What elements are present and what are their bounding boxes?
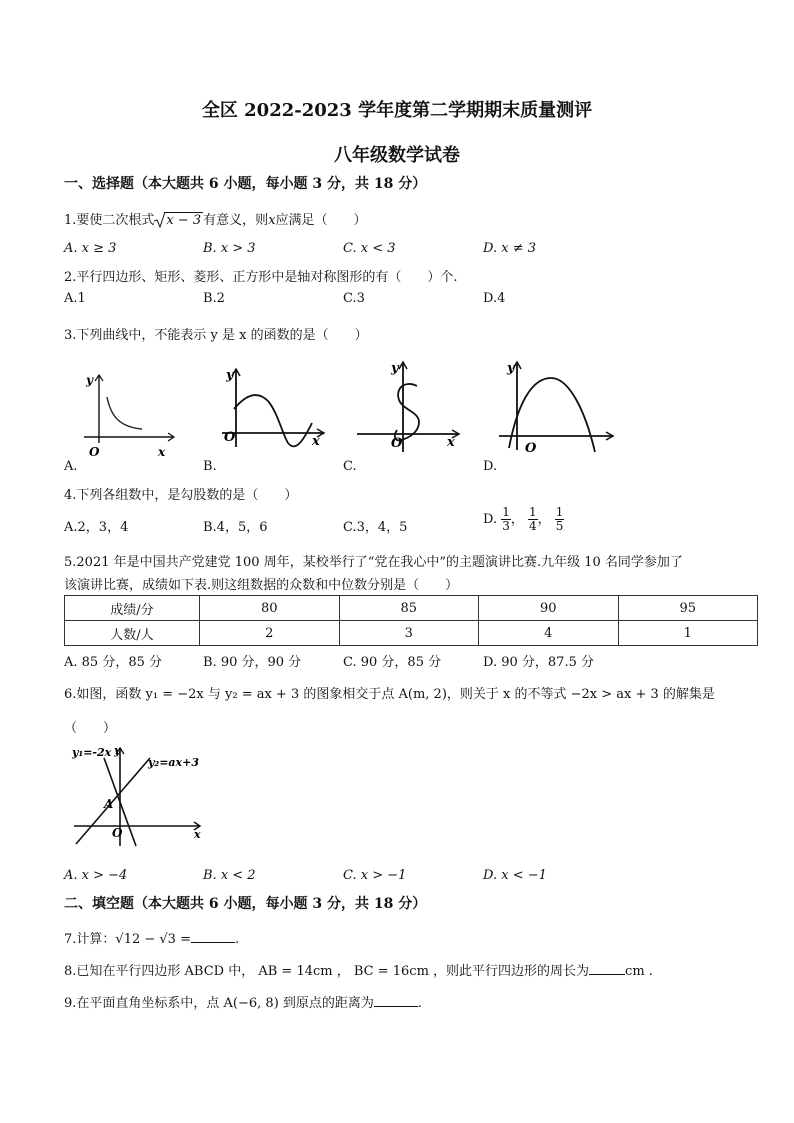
denominator: 3 <box>502 519 510 533</box>
q1-prefix: 1.要使二次根式 <box>64 213 155 228</box>
q3-graph-b <box>218 363 330 455</box>
origin-label: O <box>112 826 123 840</box>
q8-text: 8.已知在平行四边形 ABCD 中， AB = 14cm ， BC = 16cm ，则此平行四边形的周长为 <box>64 964 590 979</box>
q1-suffix: 有意义，则 <box>203 213 269 228</box>
q3-graph-c <box>355 356 467 456</box>
curve <box>234 395 312 446</box>
origin-label: O <box>525 441 537 456</box>
q1-var: x <box>268 213 276 228</box>
y-label: y <box>86 373 93 387</box>
table-cell: 85 <box>339 596 479 621</box>
q3-option-a[interactable]: A. <box>64 459 78 474</box>
q7-expression: √12 − √3 = <box>115 932 191 947</box>
q7-end: . <box>234 932 240 947</box>
q2-option-d[interactable]: D.4 <box>483 291 506 306</box>
q5-option-d[interactable]: D. 90 分，87.5 分 <box>483 655 594 670</box>
numerator: 1 <box>502 505 510 519</box>
sqrt-icon <box>154 211 166 229</box>
y1-label: y₁=-2x <box>72 746 112 759</box>
q7-prefix: 7.计算： <box>64 932 116 947</box>
q4-option-a[interactable]: A.2，3，4 <box>64 520 129 535</box>
q1-radicand: x − 3 <box>166 213 202 228</box>
table-cell: 1 <box>618 621 758 646</box>
q9-text: 9.在平面直角坐标系中，点 A(−6, 8) 到原点的距离为 <box>64 996 374 1011</box>
question-6-paren: （ ） <box>64 721 117 736</box>
q1-radical <box>154 213 203 228</box>
curve <box>395 384 419 440</box>
denominator: 5 <box>555 519 564 533</box>
table-cell: 4 <box>479 621 619 646</box>
answer-blank[interactable] <box>589 974 625 975</box>
q3-graph-d <box>495 356 619 456</box>
question-3: 3.下列曲线中，不能表示 y 是 x 的函数的是（ ） <box>64 328 368 343</box>
answer-blank[interactable] <box>191 942 235 943</box>
q1-option-d[interactable]: D. x ≠ 3 <box>483 241 536 256</box>
y-label: y <box>114 744 121 757</box>
q6-option-a[interactable]: A. x > −4 <box>64 868 128 883</box>
y2-label: y₂=ax+3 <box>148 756 199 769</box>
table-cell: 80 <box>200 596 340 621</box>
fraction <box>528 506 538 533</box>
x-label: x <box>447 435 455 450</box>
q9-end: . <box>417 996 423 1011</box>
fraction <box>555 506 565 533</box>
q1-option-a[interactable]: A. x ≥ 3 <box>64 241 117 256</box>
numerator: 1 <box>529 505 537 519</box>
q3-graph-a <box>78 367 178 459</box>
fraction <box>501 506 511 533</box>
q5-option-b[interactable]: B. 90 分，90 分 <box>203 655 302 670</box>
q3-option-c[interactable]: C. <box>343 459 357 474</box>
x-label: x <box>312 434 320 449</box>
answer-blank[interactable] <box>374 1006 418 1007</box>
q5-option-a[interactable]: A. 85 分，85 分 <box>64 655 163 670</box>
score-table <box>64 595 758 646</box>
question-8 <box>64 960 653 979</box>
q2-option-c[interactable]: C.3 <box>343 291 365 306</box>
table-cell: 3 <box>339 621 479 646</box>
exam-title: 全区 2022-2023 学年度第二学期期末质量测评 <box>201 100 593 121</box>
section-heading-choice: 一、选择题（本大题共 6 小题，每小题 3 分，共 18 分） <box>64 176 427 192</box>
numerator: 1 <box>555 505 564 519</box>
q3-option-b[interactable]: B. <box>203 459 217 474</box>
curve <box>509 378 595 452</box>
exam-subtitle: 八年级数学试卷 <box>334 145 460 166</box>
question-6: 6.如图，函数 y₁ = −2x 与 y₂ = ax + 3 的图象相交于点 A(m, 2)，则关于 x 的不等式 −2x > ax + 3 的解集是 <box>64 687 715 702</box>
q8-end: cm . <box>625 964 653 979</box>
q4-option-d-label: D. <box>483 512 498 527</box>
q1-option-c[interactable]: C. x < 3 <box>343 241 396 256</box>
denominator: 4 <box>529 519 537 533</box>
q4-option-c[interactable]: C.3，4，5 <box>343 520 408 535</box>
question-1 <box>64 209 367 228</box>
question-7 <box>64 928 239 947</box>
table-cell: 2 <box>200 621 340 646</box>
y-label: y <box>507 361 515 376</box>
q6-option-d[interactable]: D. x < −1 <box>483 868 547 883</box>
q4-option-b[interactable]: B.4，5，6 <box>203 520 268 535</box>
point-a-label: A <box>104 797 114 811</box>
x-label: x <box>158 445 166 459</box>
q1-option-b[interactable]: B. x > 3 <box>203 241 256 256</box>
x-label: x <box>194 828 201 841</box>
origin-label: O <box>224 430 236 445</box>
y-label: y <box>226 368 234 383</box>
q2-option-b[interactable]: B.2 <box>203 291 225 306</box>
table-cell: 90 <box>479 596 619 621</box>
question-5-line-2: 该演讲比赛，成绩如下表.则这组数据的众数和中位数分别是（ ） <box>64 578 459 593</box>
question-9 <box>64 992 422 1011</box>
table-cell: 95 <box>618 596 758 621</box>
q2-option-a[interactable]: A.1 <box>64 291 86 306</box>
section-heading-fill: 二、填空题（本大题共 6 小题，每小题 3 分，共 18 分） <box>64 896 427 912</box>
table-row <box>65 621 758 646</box>
q6-option-b[interactable]: B. x < 2 <box>203 868 256 883</box>
question-2: 2.平行四边形、矩形、菱形、正方形中是轴对称图形的有（ ）个. <box>64 270 458 285</box>
question-4: 4.下列各组数中，是勾股数的是（ ） <box>64 488 298 503</box>
table-row <box>65 596 758 621</box>
origin-label: O <box>391 436 403 451</box>
q1-tail: 应满足（ ） <box>275 213 367 228</box>
table-header-cell: 成绩/分 <box>65 596 200 621</box>
q6-option-c[interactable]: C. x > −1 <box>343 868 407 883</box>
curve <box>107 397 142 429</box>
origin-label: O <box>89 445 100 459</box>
q6-graph <box>68 740 206 850</box>
question-5-line-1: 5.2021 年是中国共产党建党 100 周年，某校举行了“党在我心中”的主题演讲比赛.九年级 10 名同学参加了 <box>64 555 683 570</box>
table-header-cell: 人数/人 <box>65 621 200 646</box>
q4-option-d[interactable]: D. $\frac{1}{3}$ ， $\frac{1}{4}$ ， $\frac{1}{5}$ <box>483 505 564 533</box>
y-label: y <box>391 361 399 376</box>
q5-option-c[interactable]: C. 90 分，85 分 <box>343 655 442 670</box>
q3-option-d[interactable]: D. <box>483 459 498 474</box>
